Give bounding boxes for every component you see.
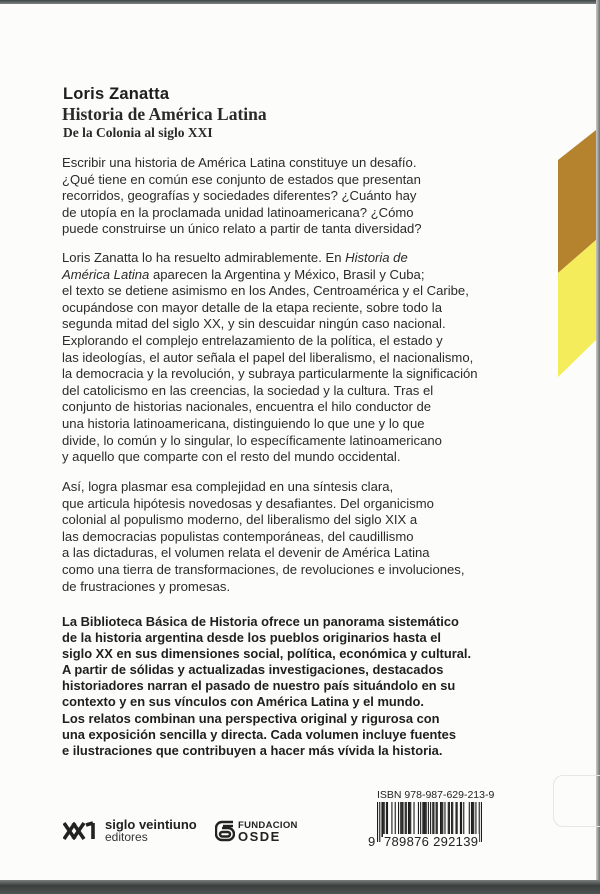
series-line: A partir de sólidas y actualizadas investigaciones, destacados <box>62 662 444 678</box>
xxi-logo-icon <box>63 820 99 842</box>
barcode-bar <box>461 802 462 837</box>
barcode-bar <box>444 802 445 837</box>
fundacion-label: FUNDACION <box>238 820 298 831</box>
barcode-bar <box>381 802 382 837</box>
barcode-bar <box>451 802 452 837</box>
blurb-line: como una tierra de transformaciones, de revoluciones e involuciones, <box>62 561 465 577</box>
sticker-residue <box>553 775 600 827</box>
series-line: e ilustraciones que contribuyen a hacer más vívida la historia. <box>62 742 443 758</box>
barcode-bar <box>441 802 442 837</box>
scan-right-edge <box>596 0 600 882</box>
siglo-veintiuno-logo <box>63 818 197 844</box>
barcode-bar <box>386 802 387 837</box>
series-line: siglo XX en sus dimensiones social, política, económica y cultural. <box>62 646 472 662</box>
barcode-bar <box>400 802 401 837</box>
blurb-line: y aquello que comparte con el resto del mundo occidental. <box>62 449 401 465</box>
barcode-bar <box>410 802 411 837</box>
blurb-line: Escribir una historia de América Latina constituye un desafío. <box>62 155 417 170</box>
book-title-italic: Historia de <box>345 250 408 265</box>
blurb-line: la democracia y la revolución, y subraya particularmente la significación <box>62 366 478 382</box>
barcode-bar <box>425 802 426 837</box>
barcode-bar <box>398 802 399 837</box>
barcode-bar <box>463 802 464 837</box>
blurb-line: Explorando el complejo entrelazamiento de la política, el estado y <box>62 332 443 348</box>
barcode-bar <box>420 802 421 837</box>
barcode-bar <box>449 802 450 837</box>
blurb-text: Loris Zanatta lo ha resuelto admirablemente. En <box>62 250 346 265</box>
barcode-bar <box>423 802 424 837</box>
ean-remaining-digits: 789876 292139 <box>384 834 479 849</box>
blurb-line: del catolicismo en las creencias, la sociedad y la cultura. Tras el <box>62 382 434 398</box>
book-title-italic: América Latina <box>62 266 150 282</box>
blurb-line: segunda mitad del siglo XX, y sin descuidar ningún caso nacional. <box>62 316 446 332</box>
barcode-bar <box>408 802 409 837</box>
barcode-bar <box>455 802 456 837</box>
barcode-bar <box>409 802 410 837</box>
barcode-bar <box>457 802 458 837</box>
blurb-line: colonial al populismo moderno, del liberalismo del siglo XIX a <box>62 512 418 528</box>
barcode-bar <box>379 802 380 842</box>
scan-bottom-edge <box>0 880 600 894</box>
ean-first-digit: 9 <box>368 834 376 849</box>
blurb-line: Así, logra plasmar esa complejidad en una síntesis clara, <box>62 479 394 494</box>
barcode-bar <box>471 802 472 837</box>
barcode-bar <box>413 802 414 837</box>
blurb-line: a las dictaduras, el volumen relata el devenir de América Latina <box>62 545 430 561</box>
blurb-line <box>62 250 552 267</box>
barcode-bar <box>481 802 482 842</box>
barcode-bar <box>422 802 423 837</box>
blurb-line: el texto se detiene asimismo en los Andes, Centroamérica y el Caribe, <box>62 283 469 299</box>
book-title: Historia de América Latina <box>62 104 267 124</box>
barcode-bar <box>387 802 388 837</box>
barcode-bar <box>377 802 378 842</box>
blurb-line: las democracias populistas contemporáneas, del caudillismo <box>62 528 414 544</box>
series-line: contexto y en sus vínculos con América Latina y el mundo. <box>62 694 424 710</box>
blurb-line: que articula hipótesis novedosas y desafiantes. Del organicismo <box>62 495 434 511</box>
series-line: Los relatos combinan una perspectiva original y rigurosa con <box>62 710 440 726</box>
barcode-bar <box>440 802 441 837</box>
barcode-bar <box>448 802 449 837</box>
blurb-line <box>62 267 552 284</box>
barcode-bar <box>402 802 403 837</box>
series-description <box>62 614 552 759</box>
barcode-bar <box>452 802 453 837</box>
book-subtitle: De la Colonia al siglo XXI <box>63 125 213 140</box>
blurb-line: divide, lo común y lo singular, lo específicamente latinoamericano <box>62 432 442 448</box>
barcode-bar <box>401 802 402 837</box>
barcode-bar <box>406 802 407 837</box>
blurb-line: conjunto de historias nacionales, encuentra el hilo conductor de <box>62 399 432 415</box>
blurb-line: una historia latinoamericana, distinguiendo lo que une y lo que <box>62 415 425 431</box>
blurb-paragraph-1 <box>62 155 552 238</box>
blurb-line: de frustraciones y promesas. <box>62 578 231 594</box>
blurb-paragraph-3 <box>62 479 552 595</box>
barcode-bar <box>432 802 433 837</box>
series-line: una exposición sencilla y directa. Cada volumen incluye fuentes <box>62 726 457 742</box>
series-line: La Biblioteca Básica de Historia ofrece un panorama sistemático <box>62 614 459 629</box>
blurb-line: ¿Qué tiene en común ese conjunto de estados que presentan <box>62 171 421 187</box>
blurb-line: ocupándose con mayor detalle de la etapa reciente, sobre todo la <box>62 299 442 315</box>
barcode-bar <box>437 802 438 837</box>
publisher-subtitle: editores <box>105 830 148 844</box>
barcode-bar <box>436 802 437 837</box>
series-line: historiadores narran el pasado de nuestro país situándolo en su <box>62 678 456 694</box>
blurb-line: puede construirse un único relato a partir de tanta diversidad? <box>62 221 422 237</box>
barcode-bar <box>433 802 434 837</box>
osde-mark-icon <box>215 820 235 842</box>
barcode-bar <box>469 802 470 837</box>
blurb-line: recorridos, geografías y sociedades diferentes? ¿Cuánto hay <box>62 188 417 204</box>
barcode-bar <box>391 802 392 837</box>
barcode-bar <box>475 802 476 837</box>
barcode-bar <box>395 802 396 837</box>
author-name: Loris Zanatta <box>63 85 170 103</box>
osde-label: OSDE <box>238 829 281 844</box>
barcode-bar <box>426 802 427 837</box>
fundacion-osde-logo <box>215 820 298 842</box>
barcode-bar <box>472 802 473 837</box>
publisher-name: siglo veintiuno <box>105 817 197 832</box>
blurb-paragraph-2 <box>62 250 552 466</box>
blurb-line: las ideologías, el autor señala el papel del liberalismo, el nacionalismo, <box>62 349 474 365</box>
barcode-bar <box>384 802 385 837</box>
barcode-bar <box>473 802 474 837</box>
series-line: de la historia argentina desde los pueblos originarios hasta el <box>62 630 441 646</box>
barcode-bar <box>418 802 419 837</box>
blurb-line: de utopía en la proclamada unidad latinoamericana? ¿Cómo <box>62 204 414 220</box>
isbn-barcode <box>368 789 495 849</box>
barcode-bar <box>442 802 443 837</box>
barcode-bar <box>405 802 406 837</box>
blurb-text: aparecen la Argentina y México, Brasil y Cuba; <box>149 266 425 282</box>
isbn-label: ISBN 978-987-629-213-9 <box>377 789 495 801</box>
barcode-bar <box>383 802 384 837</box>
barcode-bar <box>460 802 461 837</box>
